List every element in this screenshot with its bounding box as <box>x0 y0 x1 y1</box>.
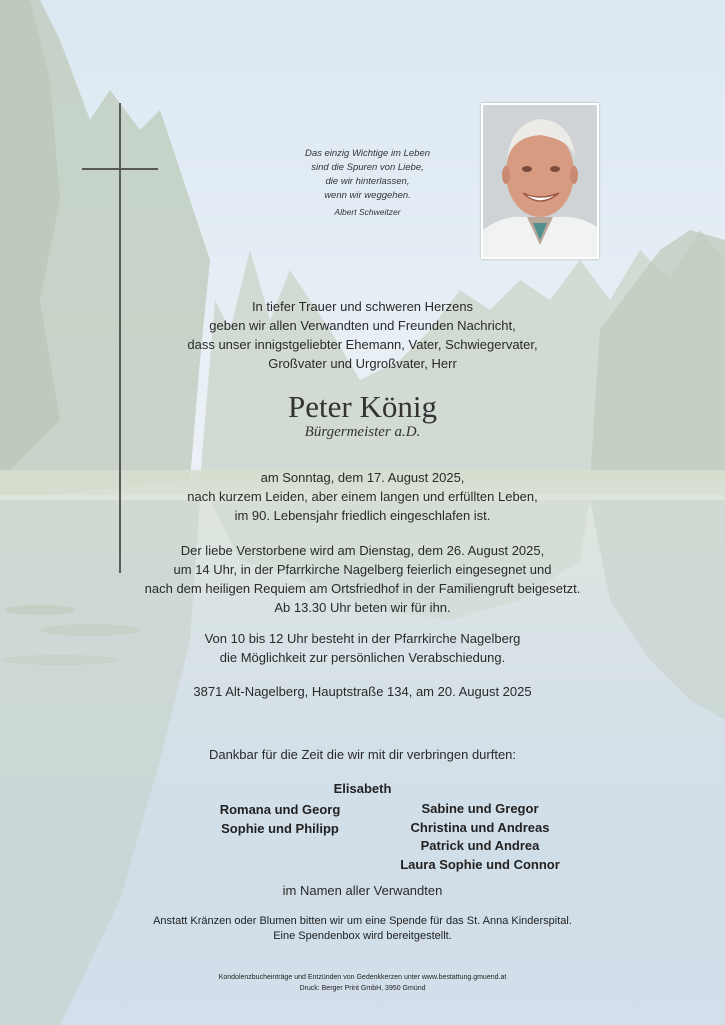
portrait-photo <box>481 103 599 259</box>
funeral-line: Ab 13.30 Uhr beten wir für ihn. <box>274 600 451 615</box>
donation-line: Eine Spendenbox wird bereitgestellt. <box>273 930 452 942</box>
intro-line: Großvater und Urgroßvater, Herr <box>268 356 457 371</box>
quote-line: wenn wir weggehen. <box>324 190 411 201</box>
thanks-line: Dankbar für die Zeit die wir mit dir verbringen durften: <box>208 747 517 762</box>
deceased-block <box>0 390 725 441</box>
donation-line: Anstatt Kränzen oder Blumen bitten wir um eine Spende für das St. Anna Kinderspital. <box>153 915 572 927</box>
quote-block <box>300 147 435 219</box>
family-member: Patrick und Andrea <box>420 838 540 853</box>
funeral-notice <box>0 541 725 617</box>
quote-author: Albert Schweitzer <box>334 207 401 217</box>
funeral-line: um 14 Uhr, in der Pfarrkirche Nagelberg feierlich eingesegnet und <box>173 562 552 577</box>
death-line: im 90. Lebensjahr friedlich eingeschlafen ist. <box>234 508 491 523</box>
family-member: Christina und Andreas <box>410 819 550 835</box>
family-member: Sabine und Gregor <box>421 801 539 816</box>
donation-block <box>0 914 725 944</box>
family-left-column <box>190 800 370 838</box>
death-line: nach kurzem Leiden, aber einem langen und erfüllten Leben, <box>187 489 538 504</box>
family-member: Sophie und Philipp <box>221 821 339 836</box>
death-line: am Sonntag, dem 17. August 2025, <box>260 470 465 485</box>
family-member: Romana und Georg <box>219 802 341 817</box>
family-member: Laura Sophie und Connor <box>400 856 560 872</box>
farewell-line: die Möglichkeit zur persönlichen Verabschiedung. <box>219 650 506 665</box>
thanks-block <box>0 745 725 764</box>
farewell-notice <box>0 629 725 667</box>
footer-block <box>0 972 725 994</box>
funeral-line: Der liebe Verstorbene wird am Dienstag, dem 26. August 2025, <box>180 543 545 558</box>
intro-line: geben wir allen Verwandten und Freunden Nachricht, <box>209 318 516 333</box>
place-date-block <box>0 682 725 701</box>
relatives-line: im Namen aller Verwandten <box>282 883 443 898</box>
relatives-block <box>0 881 725 900</box>
funeral-line: nach dem heiligen Requiem am Ortsfriedhof in der Familiengruft beigesetzt. <box>144 581 581 596</box>
family-right-column <box>375 800 585 874</box>
footer-line: Druck: Berger Print GmbH, 3950 Gmünd <box>299 985 426 992</box>
footer-line: Kondolenzbucheinträge und Entzünden von Gedenkkerzen unter www.bestattung.gmuend.at <box>218 974 507 981</box>
deceased-name: Peter König <box>288 389 437 424</box>
family-head: Elisabeth <box>333 781 392 796</box>
intro-block <box>0 297 725 373</box>
deceased-title: Bürgermeister a.D. <box>304 424 421 440</box>
quote-line: die wir hinterlassen, <box>325 176 410 187</box>
intro-line: In tiefer Trauer und schweren Herzens <box>251 299 474 314</box>
intro-line: dass unser innigstgeliebter Ehemann, Vater, Schwiegervater, <box>187 337 538 352</box>
place-date: 3871 Alt-Nagelberg, Hauptstraße 134, am 20. August 2025 <box>193 684 532 699</box>
quote-line: Das einzig Wichtige im Leben <box>304 148 431 159</box>
quote-line: sind die Spuren von Liebe, <box>311 162 424 173</box>
death-notice <box>0 468 725 525</box>
farewell-line: Von 10 bis 12 Uhr besteht in der Pfarrkirche Nagelberg <box>204 631 521 646</box>
